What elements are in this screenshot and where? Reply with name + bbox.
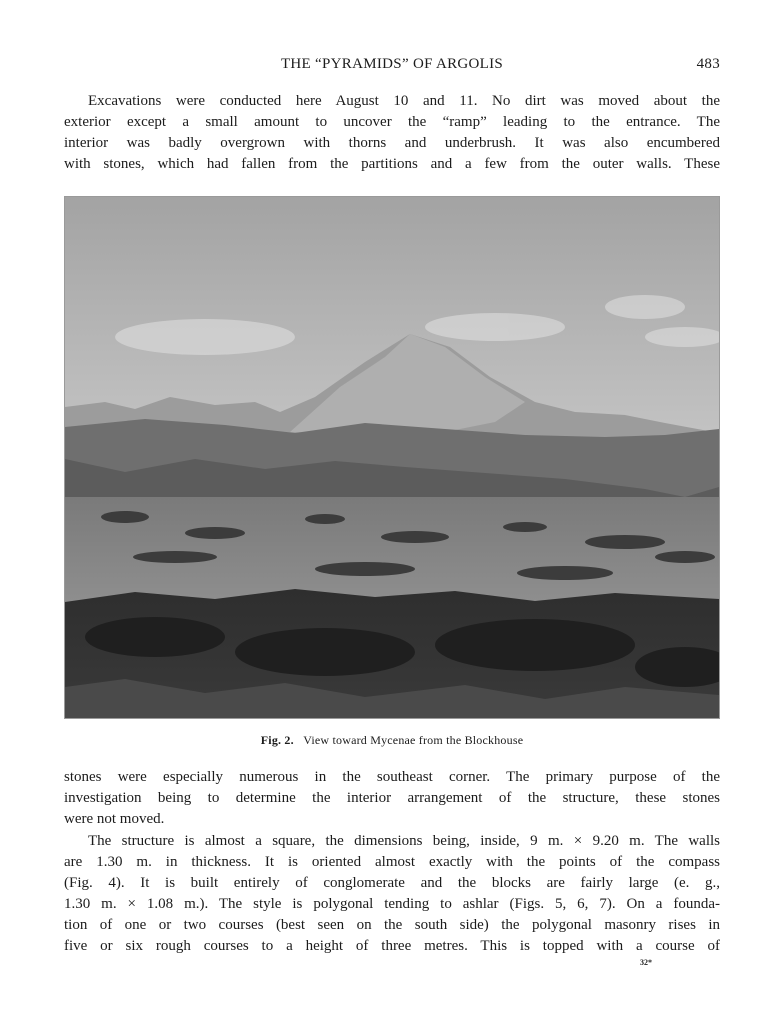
paragraph-excavations [64, 91, 720, 175]
figure-caption-text: View toward Mycenae from the Blockhouse [303, 733, 524, 747]
paragraph-stones [64, 767, 720, 830]
text-line: five or six rough courses to a height of three metres. This is topped with a course of [64, 938, 720, 954]
text-line: were not moved. [64, 811, 165, 827]
figure-label: Fig. 2. [260, 733, 294, 747]
running-title: THE “PYRAMIDS” OF ARGOLIS [280, 56, 504, 72]
running-header [64, 56, 720, 78]
text-line: 1.30 m. × 1.08 m.). The style is polygonal tending to ashlar (Figs. 5, 6, 7). On a founda- [64, 896, 720, 912]
landscape-photo [65, 197, 719, 718]
figure-caption [64, 733, 720, 748]
text-line: The structure is almost a square, the dimensions being, inside, 9 m. × 9.20 m. The walls [88, 833, 720, 849]
text-line: investigation being to determine the interior arrangement of the structure, these stones [64, 790, 720, 806]
text-line: tion of one or two courses (best seen on the south side) the polygonal masonry rises in [64, 917, 720, 933]
text-line: stones were especially numerous in the southeast corner. The primary purpose of the [64, 769, 720, 785]
text-line: interior was badly overgrown with thorns and underbrush. It was also encumbered [64, 135, 720, 151]
text-line: with stones, which had fallen from the partitions and a few from the outer walls. These [64, 156, 720, 172]
signature-mark: 32* [640, 958, 652, 967]
text-line: are 1.30 m. in thickness. It is oriented almost exactly with the points of the compass [64, 854, 720, 870]
page-number: 483 [696, 56, 720, 72]
paragraph-structure [64, 831, 720, 957]
text-line: exterior except a small amount to uncover the “ramp” leading to the entrance. The [64, 114, 720, 130]
text-line: Excavations were conducted here August 10 and 11. No dirt was moved about the [88, 93, 720, 109]
figure-photo-mycenae-landscape [64, 196, 720, 719]
text-line: (Fig. 4). It is built entirely of conglomerate and the blocks are fairly large (e. g., [64, 875, 720, 891]
